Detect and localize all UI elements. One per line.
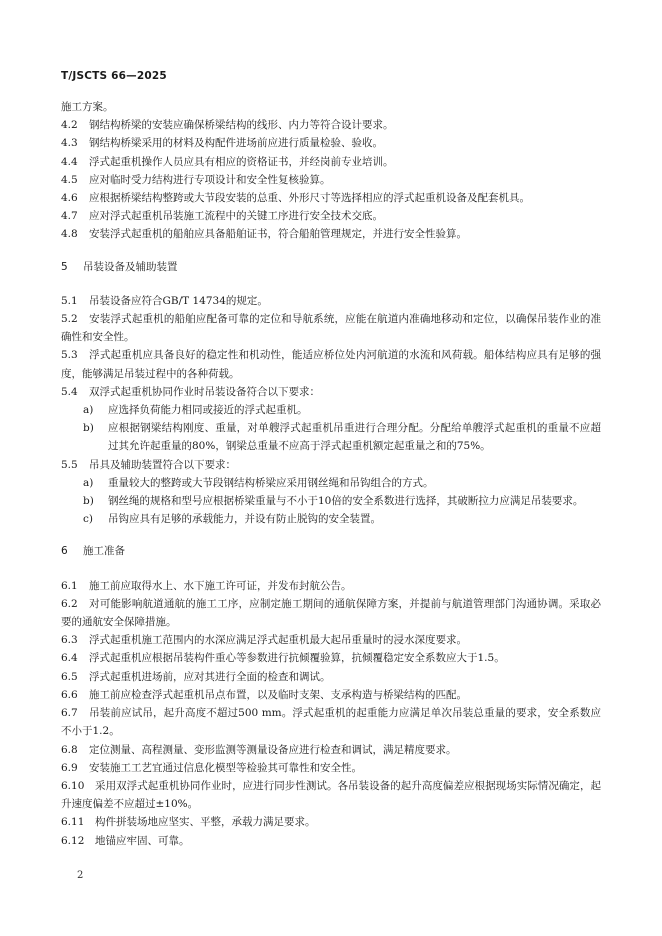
section5-heading: 5 吊装设备及辅助装置 (61, 260, 178, 273)
page-number: 2 (77, 870, 84, 881)
clause: 5.2 安装浮式起重机的船舶应配备可靠的定位和导航系统，应能在航道内准确地移动和定位，以确保吊装作业的准确性和安全性。 (61, 313, 601, 344)
clause: 6.1 施工前应取得水上、水下施工许可证，并发布封航公告。 (61, 579, 352, 592)
clause: 6.5 浮式起重机进场前，应对其进行全面的检查和调试。 (61, 670, 331, 683)
section4-items (61, 116, 601, 243)
sub-item: b) 钢丝绳的规格和型号应根据桥梁重量与不小于10倍的安全系数进行选择，其破断拉力应满足吊装要求。 (83, 495, 584, 508)
clause: 6.4 浮式起重机应根据吊装构件重心等参数进行抗倾覆验算，抗倾覆稳定安全系数应大于1.5。 (61, 652, 505, 665)
sub-item: c) 吊钩应具有足够的承载能力，并设有防止脱钩的安全装置。 (83, 513, 381, 526)
section6-items (61, 577, 601, 850)
sub-item: b) 应根据钢梁结构刚度、重量，对单艘浮式起重机吊重进行合理分配。分配给单艘浮式起重机的重量不应超过其允许起重量的80%，钢梁总重量不应高于浮式起重机额定起重量之和的75%。 (83, 422, 601, 453)
doc-id-header: T/JSCTS 66—2025 (61, 70, 167, 82)
section6-heading: 6 施工准备 (61, 545, 125, 558)
section5-items (61, 292, 601, 529)
clause: 5.1 吊装设备应符合GB/T 14734的规定。 (61, 294, 268, 307)
clause: 4.8 安装浮式起重机的船舶应具备船舶证书，符合船舶管理规定，并进行安全性验算。 (61, 228, 467, 241)
clause: 4.6 应根据桥梁结构整跨或大节段安装的总重、外形尺寸等选择相应的浮式起重机设备及配套机具。 (61, 192, 530, 205)
document-body (61, 98, 601, 850)
clause: 6.2 对可能影响航道通航的施工工序，应制定施工期间的通航保障方案，并提前与航道管理部门沟通协调。采取必要的通航安全保障措施。 (61, 597, 601, 629)
sub-item: a) 应选择负荷能力相同或接近的浮式起重机。 (83, 404, 308, 417)
clause: 6.8 定位测量、高程测量、变形监测等测量设备应进行检查和调试，满足精度要求。 (61, 743, 457, 756)
clause: 4.5 应对临时受力结构进行专项设计和安全性复核验算。 (61, 173, 331, 186)
clause: 5.5 吊具及辅助装置符合以下要求： (61, 458, 236, 471)
clause: 6.9 安装施工工艺宜通过信息化模型等检验其可靠性和安全性。 (61, 761, 362, 774)
clause: 5.3 浮式起重机应具备良好的稳定性和机动性，能适应桥位处内河航道的水流和风荷载。船体结构应具有足够的强度，能够满足吊装过程中的各种荷载。 (61, 349, 601, 380)
clause: 6.10 采用双浮式起重机协同作业时，应进行同步性测试。各吊装设备的起升高度偏差应根据现场实际情况确定，起升速度偏差不应超过±10%。 (61, 779, 601, 811)
intro-paragraph: 施工方案。 (61, 101, 114, 113)
clause: 6.11 构件拼装场地应坚实、平整，承载力满足要求。 (61, 816, 316, 829)
clause: 4.7 应对浮式起重机吊装施工流程中的关键工序进行安全技术交底。 (61, 210, 383, 223)
clause: 6.7 吊装前应试吊，起升高度不超过500 mm。浮式起重机的起重能力应满足单次吊装总重量的要求，安全系数应不小于1.2。 (61, 707, 601, 738)
clause: 6.12 地锚应牢固、可靠。 (61, 834, 190, 847)
sub-item: a) 重量较大的整跨或大节段钢结构桥梁应采用钢丝绳和吊钩组合的方式。 (83, 476, 434, 489)
clause: 5.4 双浮式起重机协同作业时吊装设备符合以下要求： (61, 385, 320, 398)
clause: 4.3 钢结构桥梁采用的材料及构配件进场前应进行质量检验、验收。 (61, 137, 383, 150)
clause: 4.2 钢结构桥梁的安装应确保桥梁结构的线形、内力等符合设计要求。 (61, 119, 394, 132)
clause: 4.4 浮式起重机操作人员应具有相应的资格证书，并经岗前专业培训。 (61, 155, 394, 168)
clause: 6.6 施工前应检查浮式起重机吊点布置，以及临时支架、支承构造与桥梁结构的匹配。 (61, 688, 467, 701)
clause: 6.3 浮式起重机施工范围内的水深应满足浮式起重机最大起吊重量时的浸水深度要求。 (61, 634, 467, 647)
